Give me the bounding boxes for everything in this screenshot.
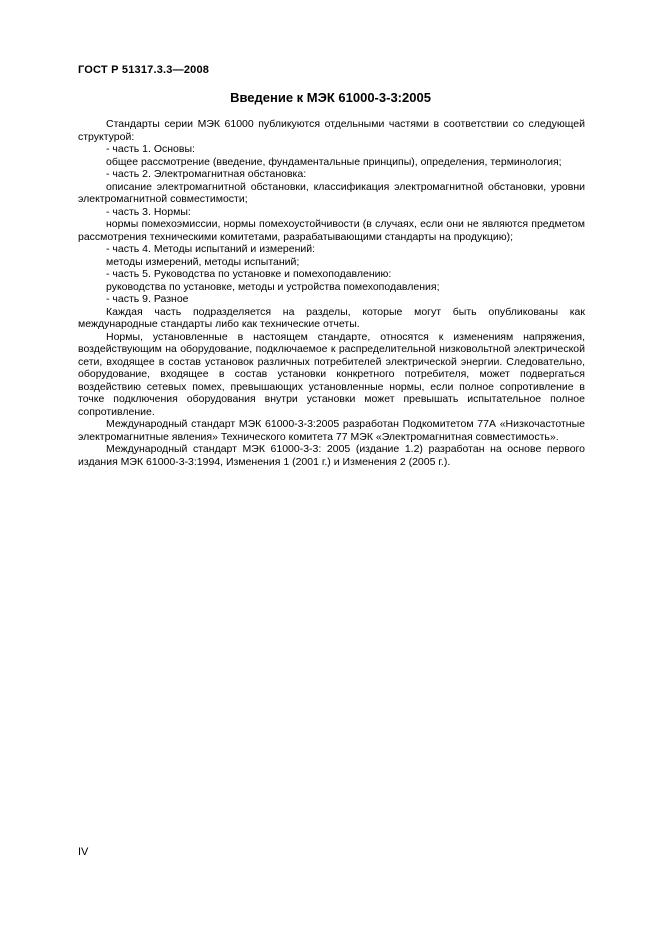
paragraph: - часть 1. Основы: — [106, 143, 195, 155]
page-number: IV — [78, 846, 89, 858]
document-header: ГОСТ Р 51317.3.3—2008 — [78, 64, 210, 76]
paragraph: - часть 9. Разное — [106, 293, 189, 305]
paragraph: - часть 5. Руководства по установке и помехоподавлению: — [106, 268, 392, 280]
paragraph: Стандарты серии МЭК 61000 публикуются отдельными частями в соответствии со следующей структурой: — [78, 118, 585, 143]
paragraph: Международный стандарт МЭК 61000-3-3:2005 разработан Подкомитетом 77А «Низкочастотные электромагнитные явления» Технического комитета 77 МЭК «Электромагнитная совместимость». — [78, 418, 585, 443]
paragraph: Нормы, установленные в настоящем стандарте, относятся к изменениям напряжения, воздействующим на оборудование, подключаемое к распределительной низковольтной электрической сети, входящее в состав установок различных потребителей электрической энергии. Следовательно, оборудование, входящее в состав установки конкретного потребителя, может подвергаться воздействию сетевых помех, превышающих установленные нормы, если полное сопротивление в точке подключения оборудования внутри установки может превышать испытательное полное сопротивление. — [78, 330, 585, 418]
paragraph: - часть 4. Методы испытаний и измерений: — [106, 243, 316, 255]
paragraph: Международный стандарт МЭК 61000-3-3: 2005 (издание 1.2) разработан на основе первого издания МЭК 61000-3-3:1994, Изменения 1 (2001 г.) и Изменения 2 (2005 г.). — [78, 443, 585, 468]
paragraph: нормы помехоэмиссии, нормы помехоустойчивости (в случаях, если они не являются предметом рассмотрения техническими комитетами, разрабатывающими стандарты на продукцию); — [78, 218, 585, 243]
document-body — [78, 118, 585, 468]
paragraph: - часть 2. Электромагнитная обстановка: — [106, 168, 307, 180]
page-title: Введение к МЭК 61000-3-3:2005 — [230, 90, 431, 105]
paragraph: общее рассмотрение (введение, фундаментальные принципы), определения, терминология; — [106, 155, 562, 168]
paragraph: руководства по установке, методы и устройства помехоподавления; — [106, 280, 440, 293]
paragraph: - часть 3. Нормы: — [106, 205, 191, 218]
paragraph: Каждая часть подразделяется на разделы, которые могут быть опубликованы как международные стандарты либо как технические отчеты. — [78, 305, 585, 330]
paragraph: описание электромагнитной обстановки, классификация электромагнитной обстановки, уровни электромагнитной совместимости; — [78, 180, 585, 205]
paragraph: методы измерений, методы испытаний; — [106, 255, 300, 268]
